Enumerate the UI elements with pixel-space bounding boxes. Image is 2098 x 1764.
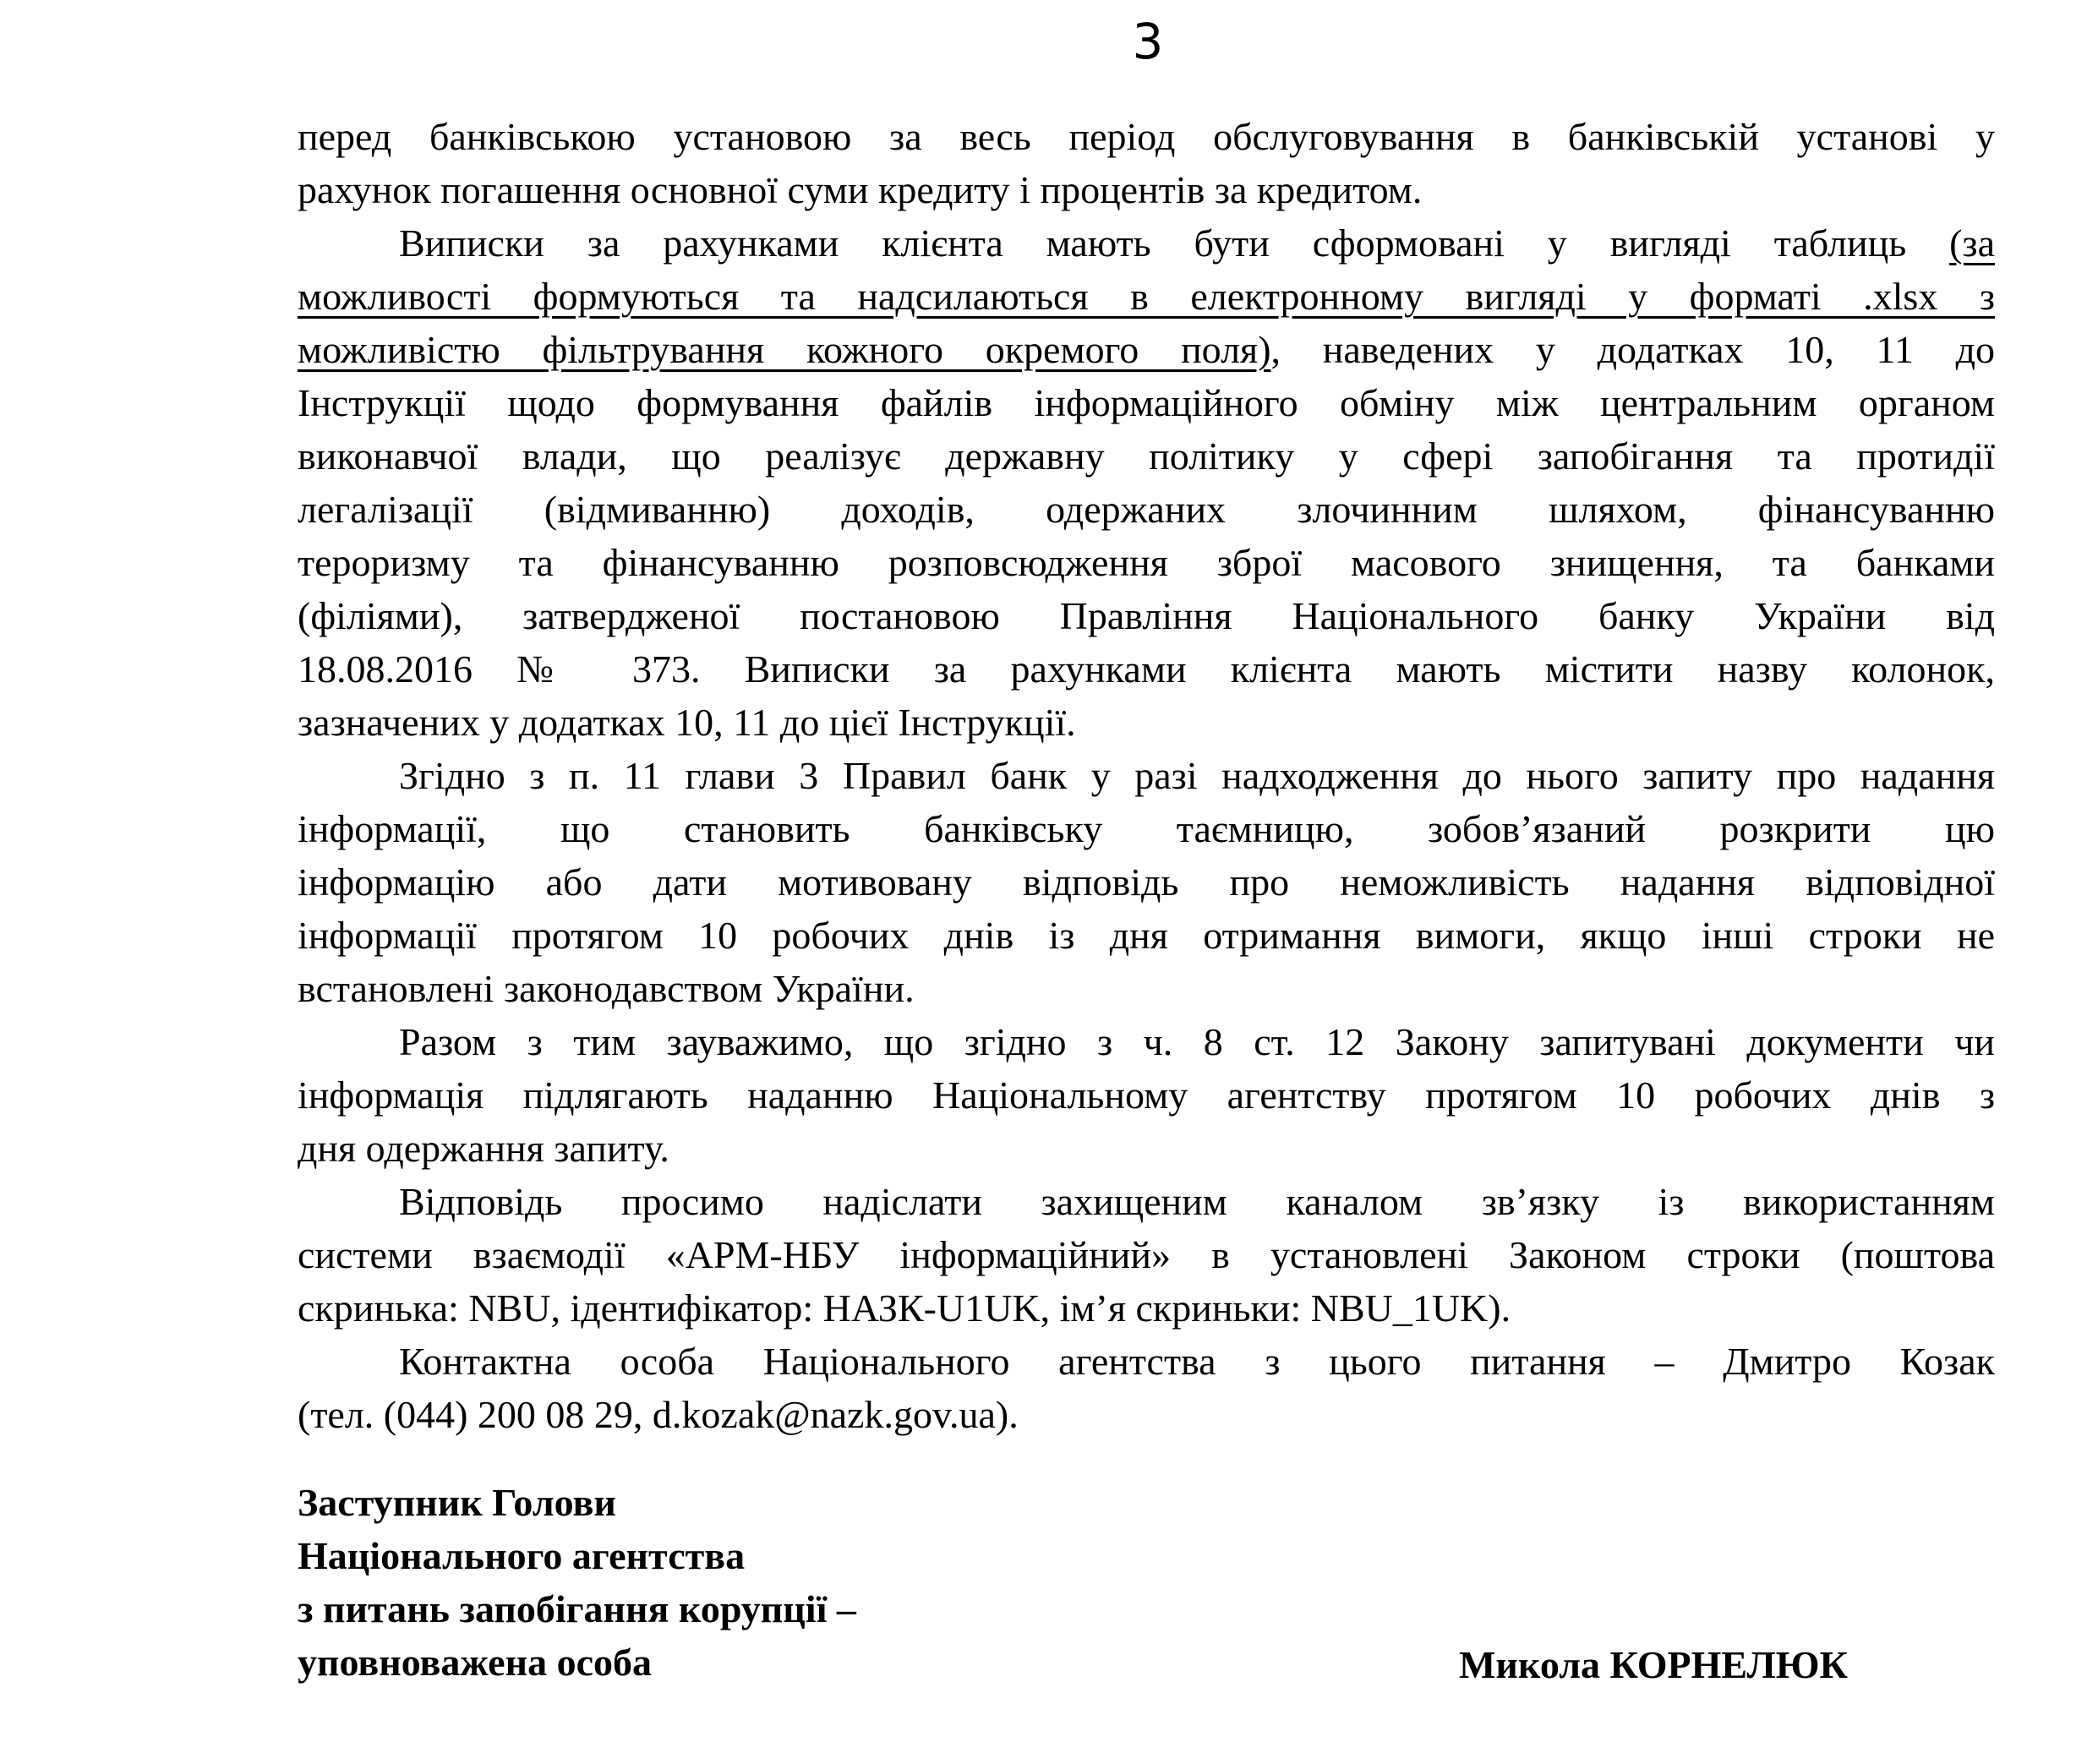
- text-line: [298, 270, 1995, 323]
- text-line: [298, 376, 1995, 429]
- document-body: [298, 110, 1995, 1441]
- text-segment: (тел. (044) 200 08 29, d.kozak@nazk.gov.ua).: [298, 1393, 1019, 1436]
- text-line: [298, 1015, 1995, 1068]
- text-segment: інформацію або дати мотивовану відповідь про неможливість надання відповідної: [298, 860, 1995, 904]
- text-segment: легалізації (відмиванню) доходів, одержаних злочинним шляхом, фінансуванню: [298, 488, 1995, 531]
- signature-line: уповноважена особа: [298, 1641, 652, 1684]
- text-segment: (філіями), затвердженої постановою Правління Національного банку України від: [298, 594, 1995, 637]
- text-segment: Згідно з п. 11 глави 3 Правил банк у разі надходження до нього запиту про надання: [399, 754, 1995, 797]
- text-line: [298, 749, 1995, 802]
- text-line: [298, 483, 1995, 536]
- text-segment: рахунок погашення основної суми кредиту і процентів за кредитом.: [298, 168, 1423, 211]
- text-line: [298, 909, 1995, 962]
- underlined-text-segment: можливістю фільтрування кожного окремого поля): [298, 328, 1271, 371]
- text-line: [298, 642, 1995, 696]
- text-line: [298, 589, 1995, 642]
- text-segment: інформація підлягають наданню Національному агентству протягом 10 робочих днів з: [298, 1073, 1995, 1117]
- text-line: [298, 855, 1995, 909]
- text-line: [298, 429, 1995, 483]
- text-line: [298, 323, 1995, 376]
- text-segment: 18.08.2016 № 373. Виписки за рахунками клієнта мають містити назву колонок,: [298, 647, 1995, 691]
- text-segment: Виписки за рахунками клієнта мають бути сформовані у вигляді таблиць: [399, 221, 1950, 265]
- underlined-text-segment: (за: [1949, 221, 1995, 265]
- text-line: [298, 696, 1995, 749]
- text-line: [298, 110, 1995, 163]
- text-line: [298, 1335, 1995, 1388]
- text-line: [298, 1068, 1995, 1122]
- text-segment: , наведених у додатках 10, 11 до: [1270, 328, 1995, 371]
- text-segment: тероризму та фінансуванню розповсюдження зброї масового знищення, та банками: [298, 541, 1995, 584]
- signature-block: [298, 1476, 1396, 1689]
- text-segment: Разом з тим зауважимо, що згідно з ч. 8 ст. 12 Закону запитувані документи чи: [399, 1020, 1995, 1063]
- signatory-name: Микола КОРНЕЛЮК: [1459, 1643, 1848, 1686]
- signature-line: Заступник Голови: [298, 1481, 616, 1524]
- text-segment: інформації, що становить банківську таємницю, зобов’язаний розкрити цю: [298, 807, 1995, 850]
- text-line: [298, 1388, 1995, 1441]
- text-line: [298, 536, 1995, 589]
- text-segment: встановлені законодавством України.: [298, 967, 915, 1010]
- text-line: [298, 216, 1995, 270]
- text-line: [298, 962, 1995, 1015]
- text-segment: Відповідь просимо надіслати захищеним каналом зв’язку із використанням: [399, 1180, 1995, 1223]
- page-number: 3: [1132, 13, 1164, 70]
- text-line: [298, 1228, 1995, 1281]
- signature-line: з питань запобігання корупції –: [298, 1587, 856, 1630]
- text-line: [298, 802, 1995, 855]
- text-segment: виконавчої влади, що реалізує державну політику у сфері запобігання та протидії: [298, 434, 1995, 478]
- text-segment: скринька: NBU, ідентифікатор: НАЗК-U1UK, ім’я скриньки: NBU_1UK).: [298, 1286, 1511, 1330]
- underlined-text-segment: можливості формуються та надсилаються в електронному вигляді у форматі .xlsx з: [298, 275, 1995, 318]
- text-segment: системи взаємодії «АРМ-НБУ інформаційний» в установлені Законом строки (поштова: [298, 1233, 1995, 1276]
- text-line: [298, 1175, 1995, 1228]
- text-line: [298, 1281, 1995, 1335]
- text-line: [298, 1122, 1995, 1175]
- text-line: [298, 163, 1995, 216]
- text-segment: Інструкції щодо формування файлів інформаційного обміну між центральним органом: [298, 381, 1995, 424]
- text-segment: зазначених у додатках 10, 11 до цієї Інструкції.: [298, 701, 1076, 744]
- text-segment: перед банківською установою за весь період обслуговування в банківській установі у: [298, 115, 1995, 158]
- text-segment: Контактна особа Національного агентства з цього питання – Дмитро Козак: [399, 1340, 1995, 1383]
- text-segment: інформації протягом 10 робочих днів із дня отримання вимоги, якщо інші строки не: [298, 914, 1995, 957]
- signature-line: Національного агентства: [298, 1534, 746, 1577]
- text-segment: дня одержання запиту.: [298, 1127, 669, 1170]
